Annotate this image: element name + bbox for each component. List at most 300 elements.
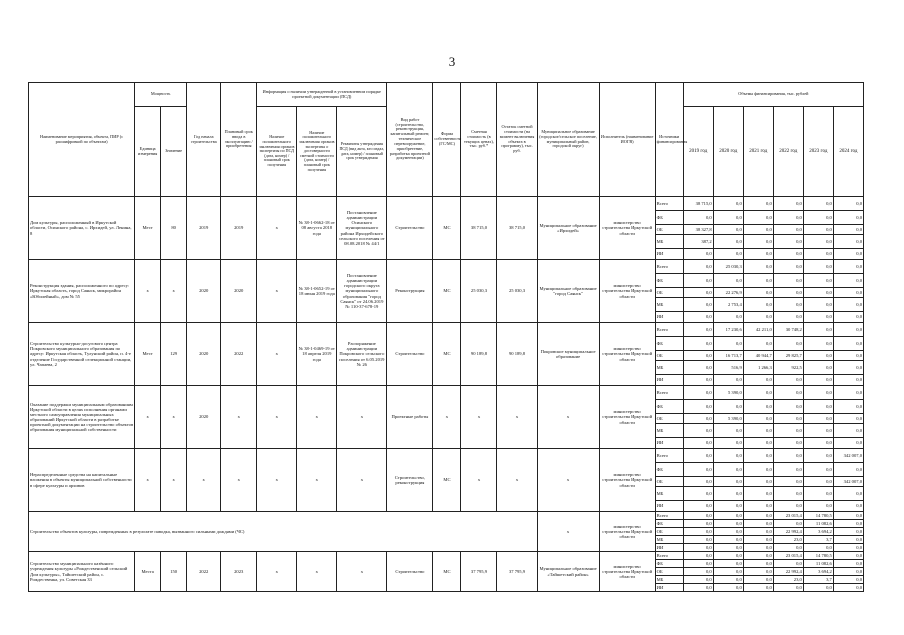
source-cell: ИИ <box>655 375 683 386</box>
funding-cell: 0,0 <box>713 375 743 386</box>
funding-cell: 3 694,2 <box>803 568 833 576</box>
row-approval: х <box>337 386 387 449</box>
source-cell: ОБ <box>655 477 683 487</box>
funding-cell: 0,0 <box>803 487 833 501</box>
funding-cell: 0,0 <box>833 211 863 225</box>
hdr-unit: Единица измерения <box>135 107 161 197</box>
table-row <box>29 323 864 337</box>
funding-cell: 922,5 <box>773 361 803 375</box>
funding-cell: 5 390,0 <box>713 386 743 400</box>
funding-cell: 0,0 <box>773 487 803 501</box>
funding-cell: 0,0 <box>803 274 833 288</box>
hdr-expertise-cost: Наличие положительного заключения органов экспертизы о достоверности сметной стоимости (дата, номер) / плановый срок получения <box>297 107 337 197</box>
source-cell: ФБ <box>655 463 683 477</box>
funding-cell: 2 753,4 <box>713 298 743 312</box>
row-value: 129 <box>161 323 187 386</box>
row-expertise-cost: № 38-1-0469-19 от 18 апреля 2019 года <box>297 323 337 386</box>
funding-cell: 0,0 <box>803 414 833 424</box>
row-start-year: х <box>187 449 221 512</box>
funding-cell: 0,0 <box>743 288 773 298</box>
funding-cell: 11 082,6 <box>803 520 833 528</box>
funding-cell: 0,0 <box>833 298 863 312</box>
funding-cell: 0,0 <box>773 211 803 225</box>
row-expertise-cost: х <box>297 386 337 449</box>
funding-cell: 0,0 <box>683 386 713 400</box>
funding-cell: 0,0 <box>713 477 743 487</box>
funding-cell: 0,0 <box>713 211 743 225</box>
funding-cell: 0,0 <box>803 424 833 438</box>
funding-cell: 0,0 <box>833 225 863 235</box>
funding-cell: 0,0 <box>803 438 833 449</box>
hdr-remaining-cost: Остаток сметной стоимости (на момент включения объекта в программу), тыс. руб. <box>497 83 537 197</box>
funding-cell: 0,0 <box>803 584 833 592</box>
row-expertise: х <box>257 260 297 323</box>
funding-cell: 0,0 <box>743 576 773 584</box>
funding-cell: 0,0 <box>833 544 863 552</box>
funding-cell: 0,0 <box>683 536 713 544</box>
row-name: Дом культуры, расположенный в Иркутской области, Осинского района, с. Ирхидей, ул. Ленина, 8 <box>29 197 135 260</box>
funding-cell: 0,0 <box>773 197 803 211</box>
funding-cell: 3,7 <box>803 576 833 584</box>
funding-cell: 0,0 <box>803 501 833 512</box>
funding-cell: 42 211,0 <box>743 323 773 337</box>
row-ownership: МС <box>433 197 461 260</box>
funding-cell: 0,0 <box>743 487 773 501</box>
row-ownership: МС <box>433 260 461 323</box>
row-executor: министерство строительства Иркутской области <box>599 323 655 386</box>
source-cell: ФБ <box>655 520 683 528</box>
funding-cell: 14 780,5 <box>803 512 833 520</box>
source-cell: ОБ <box>655 528 683 536</box>
funding-cell: 0,0 <box>713 560 743 568</box>
funding-cell: 0,0 <box>713 520 743 528</box>
funding-cell: 3 694,2 <box>803 528 833 536</box>
funding-cell: 0,0 <box>743 197 773 211</box>
row-term: х <box>221 386 257 449</box>
source-cell: ФБ <box>655 560 683 568</box>
funding-cell: 0,0 <box>743 544 773 552</box>
row-expertise-cost: х <box>297 552 337 592</box>
row-value: 80 <box>161 197 187 260</box>
row-executor: министерство строительства Иркутской области <box>599 512 655 552</box>
funding-cell: 0,0 <box>833 337 863 351</box>
funding-cell: 0,0 <box>713 544 743 552</box>
funding-cell: 0,0 <box>833 400 863 414</box>
funding-cell: 0,0 <box>683 487 713 501</box>
row-name: Строительство культурно-досугового центра Покровского муниципального образования по адресу: Иркутская область, Тулунский район, п. 4-е отделение Государственной селекционной станции, ул. Чапаева, 2 <box>29 323 135 386</box>
funding-cell: 23 015,4 <box>773 552 803 560</box>
funding-cell: 0,0 <box>773 274 803 288</box>
funding-cell: 0,0 <box>683 552 713 560</box>
funding-cell: 0,0 <box>773 249 803 260</box>
funding-cell: 0,0 <box>713 512 743 520</box>
funding-cell: 0,0 <box>683 520 713 528</box>
hdr-psd-info: Информация о наличии утвержденной в установленном порядке проектной документации (ПСД) <box>257 83 387 107</box>
row-remaining: х <box>497 386 537 449</box>
funding-cell: 0,0 <box>833 361 863 375</box>
row-approval: Распоряжение администрации Покровского сельского поселения от 6.05.2019 № 26 <box>337 323 387 386</box>
funding-cell: 38 327,8 <box>683 225 713 235</box>
row-work-type: Строительство <box>387 323 433 386</box>
hdr-year: 2020 год <box>713 107 743 197</box>
row-municipality: Муниципальное образование "город Саянск" <box>537 260 599 323</box>
source-cell: ОБ <box>655 414 683 424</box>
funding-cell: 0,0 <box>803 298 833 312</box>
section-name: Строительство объектов культуры, поврежденных в результате паводка, вызванного сильными дождями (ЧС) <box>29 512 538 552</box>
funding-cell: 0,0 <box>803 211 833 225</box>
funding-cell: 14 780,5 <box>803 552 833 560</box>
funding-cell: 0,0 <box>683 568 713 576</box>
funding-cell: 342 007,0 <box>833 449 863 463</box>
funding-cell: 0,0 <box>713 274 743 288</box>
row-expertise-cost: № 38-1-0662-18 от 08 августа 2018 года <box>297 197 337 260</box>
funding-cell: 0,0 <box>683 477 713 487</box>
hdr-year: 2024 год <box>833 107 863 197</box>
funding-cell: 0,0 <box>803 249 833 260</box>
funding-cell: 0,0 <box>713 249 743 260</box>
funding-cell: 0,0 <box>833 528 863 536</box>
funding-cell: 11 082,6 <box>803 560 833 568</box>
funding-cell: 0,0 <box>803 477 833 487</box>
row-expertise-cost: № 38-1-0652-19 от 18 июня 2019 года <box>297 260 337 323</box>
funding-cell: 0,0 <box>773 298 803 312</box>
funding-cell: 0,0 <box>833 235 863 249</box>
funding-cell: 0,0 <box>683 438 713 449</box>
funding-cell: 40 944,7 <box>743 351 773 361</box>
funding-cell: 1 266,3 <box>743 361 773 375</box>
hdr-funding: Объемы финансирования, тыс. рублей <box>683 83 863 107</box>
funding-cell: 0,0 <box>833 438 863 449</box>
source-cell: МБ <box>655 235 683 249</box>
row-unit: х <box>135 449 161 512</box>
funding-cell: 0,0 <box>773 477 803 487</box>
row-remaining: 37 795,9 <box>497 552 537 592</box>
row-term: х <box>221 449 257 512</box>
row-start-year: 2020 <box>187 386 221 449</box>
funding-cell: 0,0 <box>683 312 713 323</box>
funding-cell: 0,0 <box>803 375 833 386</box>
source-cell: Всего <box>655 386 683 400</box>
hdr-municipality: Муниципальное образование (городское/сельское поселение, муниципальный район, городской округ) <box>537 83 599 197</box>
row-name: Реконструкция здания, расположенного по адресу: Иркутская область, город Саянск, микрорайон «Юбилейный», дом № 55 <box>29 260 135 323</box>
funding-cell: 0,0 <box>773 260 803 274</box>
row-term: 2023 <box>221 552 257 592</box>
funding-cell: 0,0 <box>713 584 743 592</box>
table-row <box>29 449 864 463</box>
funding-cell: 0,0 <box>683 512 713 520</box>
funding-cell: 0,0 <box>743 463 773 477</box>
row-ownership: МС <box>433 449 461 512</box>
source-cell: ИИ <box>655 544 683 552</box>
funding-cell: 0,0 <box>713 568 743 576</box>
source-cell: ФБ <box>655 337 683 351</box>
funding-cell: 25 030,3 <box>713 260 743 274</box>
source-cell: МБ <box>655 536 683 544</box>
funding-cell: 0,0 <box>683 274 713 288</box>
table-row <box>29 552 864 560</box>
funding-cell: 3,7 <box>803 536 833 544</box>
funding-cell: 0,0 <box>713 463 743 477</box>
funding-cell: 0,0 <box>683 528 713 536</box>
funding-cell: 0,0 <box>743 536 773 544</box>
funding-cell: 0,0 <box>773 337 803 351</box>
funding-cell: 0,0 <box>743 400 773 414</box>
row-cost: х <box>461 449 497 512</box>
funding-cell: 22 992,4 <box>773 528 803 536</box>
table-row <box>29 386 864 400</box>
row-unit: Мест <box>135 323 161 386</box>
funding-cell: 0,0 <box>743 438 773 449</box>
funding-cell: 0,0 <box>773 312 803 323</box>
funding-cell: 0,0 <box>743 235 773 249</box>
funding-cell: 0,0 <box>833 487 863 501</box>
funding-cell: 0,0 <box>683 288 713 298</box>
funding-cell: 0,0 <box>803 386 833 400</box>
funding-cell: 0,0 <box>743 298 773 312</box>
funding-cell: 0,0 <box>683 298 713 312</box>
funding-cell: 0,0 <box>713 235 743 249</box>
funding-cell: 0,0 <box>683 375 713 386</box>
row-expertise-cost: х <box>297 449 337 512</box>
row-name: Нераспределенные средства на капитальные вложения в объекты муниципальной собственности в сфере культуры и архивов <box>29 449 135 512</box>
hdr-year: 2023 год <box>803 107 833 197</box>
funding-cell: 0,0 <box>833 249 863 260</box>
funding-cell: 0,0 <box>833 260 863 274</box>
funding-cell: 0,0 <box>833 463 863 477</box>
funding-cell: 0,0 <box>683 337 713 351</box>
funding-cell: 0,0 <box>743 552 773 560</box>
source-cell: ОБ <box>655 225 683 235</box>
funding-cell: 0,0 <box>743 386 773 400</box>
funding-cell: 0,0 <box>803 323 833 337</box>
funding-cell: 0,0 <box>683 544 713 552</box>
source-cell: ОБ <box>655 351 683 361</box>
funding-cell: 0,0 <box>683 501 713 512</box>
funding-cell: 0,0 <box>743 211 773 225</box>
funding-cell: 0,0 <box>683 560 713 568</box>
row-approval: х <box>337 449 387 512</box>
funding-cell: 0,0 <box>773 375 803 386</box>
funding-cell: 0,0 <box>743 424 773 438</box>
row-ownership: х <box>433 386 461 449</box>
funding-cell: 0,0 <box>803 337 833 351</box>
row-municipality: Муниципальное образование «Ирхидей» <box>537 197 599 260</box>
funding-cell: 0,0 <box>803 235 833 249</box>
row-executor: министерство строительства Иркутской области <box>599 552 655 592</box>
funding-cell: 17 230,6 <box>713 323 743 337</box>
funding-cell: 0,0 <box>833 584 863 592</box>
funding-cell: 0,0 <box>773 386 803 400</box>
row-expertise: х <box>257 323 297 386</box>
funding-cell: 0,0 <box>683 211 713 225</box>
funding-cell: 0,0 <box>833 375 863 386</box>
funding-cell: 0,0 <box>773 400 803 414</box>
funding-cell: 0,0 <box>713 400 743 414</box>
hdr-year: 2021 год <box>743 107 773 197</box>
page-number: 3 <box>448 54 456 69</box>
funding-cell: 23,0 <box>773 536 803 544</box>
row-work-type: Строительство <box>387 552 433 592</box>
funding-cell: 0,0 <box>833 197 863 211</box>
source-cell: МБ <box>655 424 683 438</box>
row-municipality: х <box>537 512 599 552</box>
funding-cell: 0,0 <box>803 197 833 211</box>
funding-cell: 0,0 <box>683 323 713 337</box>
row-approval: Постановление администрации городского округа муниципального образования "город Саянск" от 24.06.2019 № 110-37-678-19 <box>337 260 387 323</box>
source-cell: Всего <box>655 323 683 337</box>
row-approval: х <box>337 552 387 592</box>
funding-cell: 0,0 <box>713 312 743 323</box>
source-cell: ОБ <box>655 288 683 298</box>
row-name: Строительство муниципального казённого учреждения культуры «Рождественский сельский Дом культуры», Тайшетский район, с. Рождественка, ул. Советская 33 <box>29 552 135 592</box>
funding-cell: 0,0 <box>683 463 713 477</box>
funding-cell: 0,0 <box>773 544 803 552</box>
funding-cell: 0,0 <box>833 351 863 361</box>
funding-cell: 0,0 <box>803 544 833 552</box>
row-cost: 38 715,0 <box>461 197 497 260</box>
row-value: 150 <box>161 552 187 592</box>
funding-cell: 0,0 <box>803 449 833 463</box>
funding-cell: 38 715,0 <box>683 197 713 211</box>
funding-cell: 0,0 <box>713 424 743 438</box>
source-cell: Всего <box>655 552 683 560</box>
hdr-ownership: Форма собственности (ГС/МС) <box>433 83 461 197</box>
funding-cell: 0,0 <box>713 552 743 560</box>
row-term: 2019 <box>221 197 257 260</box>
table-row <box>29 512 864 520</box>
hdr-year: 2022 год <box>773 107 803 197</box>
funding-cell: 0,0 <box>743 512 773 520</box>
source-cell: ИИ <box>655 249 683 260</box>
funding-cell: 0,0 <box>833 414 863 424</box>
funding-cell: 0,0 <box>803 288 833 298</box>
funding-cell: 0,0 <box>743 560 773 568</box>
funding-cell: 0,0 <box>743 337 773 351</box>
funding-cell: 0,0 <box>833 323 863 337</box>
source-cell: ИИ <box>655 501 683 512</box>
row-expertise: х <box>257 449 297 512</box>
funding-cell: 0,0 <box>713 438 743 449</box>
source-cell: ИИ <box>655 312 683 323</box>
row-expertise: х <box>257 552 297 592</box>
funding-cell: 30 748,2 <box>773 323 803 337</box>
hdr-executor: Исполнитель (наименование ИОГВ) <box>599 83 655 197</box>
row-executor: министерство строительства Иркутской области <box>599 386 655 449</box>
funding-cell: 0,0 <box>773 225 803 235</box>
funding-cell: 0,0 <box>773 414 803 424</box>
table-row <box>29 260 864 274</box>
funding-cell: 0,0 <box>683 424 713 438</box>
source-cell: ИИ <box>655 438 683 449</box>
source-cell: Всего <box>655 449 683 463</box>
source-cell: МБ <box>655 298 683 312</box>
hdr-planned-term: Плановый срок ввода в эксплуатацию / приобретения <box>221 83 257 197</box>
funding-cell: 0,0 <box>743 225 773 235</box>
funding-cell: 0,0 <box>683 584 713 592</box>
funding-cell: 0,0 <box>773 449 803 463</box>
hdr-name: Наименование мероприятия, объекта, ПИР (с расшифровкой по объектам) <box>29 83 135 197</box>
table-header <box>29 83 864 197</box>
row-value: х <box>161 449 187 512</box>
row-executor: министерство строительства Иркутской области <box>599 449 655 512</box>
row-start-year: 2019 <box>187 197 221 260</box>
source-cell: ФБ <box>655 274 683 288</box>
funding-cell: 0,0 <box>713 576 743 584</box>
hdr-power: Мощность <box>135 83 187 107</box>
funding-cell: 16 713,7 <box>713 351 743 361</box>
source-cell: ФБ <box>655 211 683 225</box>
source-cell: ФБ <box>655 400 683 414</box>
row-start-year: 2020 <box>187 260 221 323</box>
funding-cell: 0,0 <box>833 568 863 576</box>
row-unit: Мест <box>135 197 161 260</box>
hdr-value: Значение <box>161 107 187 197</box>
funding-cell: 0,0 <box>833 576 863 584</box>
funding-cell: 0,0 <box>833 386 863 400</box>
funding-cell: 0,0 <box>833 520 863 528</box>
funding-cell: 516,9 <box>713 361 743 375</box>
hdr-year: 2019 год <box>683 107 713 197</box>
row-term: 2020 <box>221 260 257 323</box>
row-approval: Постановление администрации Осинского муниципального района Ирхидейского сельского поселения от 08.08.2018 № 44/1 <box>337 197 387 260</box>
funding-cell: 22 276,9 <box>713 288 743 298</box>
source-cell: ИИ <box>655 584 683 592</box>
funding-cell: 0,0 <box>743 528 773 536</box>
funding-cell: 0,0 <box>803 312 833 323</box>
source-cell: Всего <box>655 197 683 211</box>
funding-cell: 0,0 <box>713 197 743 211</box>
row-remaining: х <box>497 449 537 512</box>
funding-cell: 0,0 <box>743 414 773 424</box>
row-executor: министерство строительства Иркутской области <box>599 197 655 260</box>
funding-cell: 0,0 <box>713 337 743 351</box>
funding-cell: 0,0 <box>773 288 803 298</box>
row-work-type: Проектные работы <box>387 386 433 449</box>
row-work-type: Строительство <box>387 197 433 260</box>
funding-cell: 0,0 <box>773 520 803 528</box>
source-cell: Всего <box>655 260 683 274</box>
funding-cell: 0,0 <box>683 414 713 424</box>
source-cell: МБ <box>655 576 683 584</box>
funding-cell: 0,0 <box>773 560 803 568</box>
funding-cell: 0,0 <box>833 536 863 544</box>
funding-cell: 0,0 <box>713 536 743 544</box>
funding-cell: 0,0 <box>743 249 773 260</box>
funding-cell: 0,0 <box>683 449 713 463</box>
funding-cell: 0,0 <box>743 260 773 274</box>
row-remaining: 38 715,0 <box>497 197 537 260</box>
row-work-type: Строительство, реконструкция <box>387 449 433 512</box>
funding-cell: 0,0 <box>713 501 743 512</box>
row-cost: 37 795,9 <box>461 552 497 592</box>
funding-cell: 0,0 <box>833 274 863 288</box>
row-start-year: 2020 <box>187 323 221 386</box>
row-value: х <box>161 386 187 449</box>
funding-cell: 22 992,4 <box>773 568 803 576</box>
funding-cell: 23,0 <box>773 576 803 584</box>
row-municipality: Покровское муниципальное образование <box>537 323 599 386</box>
funding-cell: 0,0 <box>743 274 773 288</box>
funding-cell: 0,0 <box>803 225 833 235</box>
hdr-estimated-cost: Сметная стоимость (в текущих ценах), тыс. руб.* <box>461 83 497 197</box>
row-unit: х <box>135 386 161 449</box>
funding-cell: 0,0 <box>683 400 713 414</box>
hdr-approval: Реквизиты утверждения ПСД (вид акта, кто издал, дата, номер) / плановый срок утверждения <box>337 107 387 197</box>
funding-cell: 387,2 <box>683 235 713 249</box>
hdr-work-type: Вид работ (строительство, реконструкция, капитальный ремонт, техническое перевооружение, приобретение, разработка проектной документации) <box>387 83 433 197</box>
row-unit: Места <box>135 552 161 592</box>
row-start-year: 2022 <box>187 552 221 592</box>
